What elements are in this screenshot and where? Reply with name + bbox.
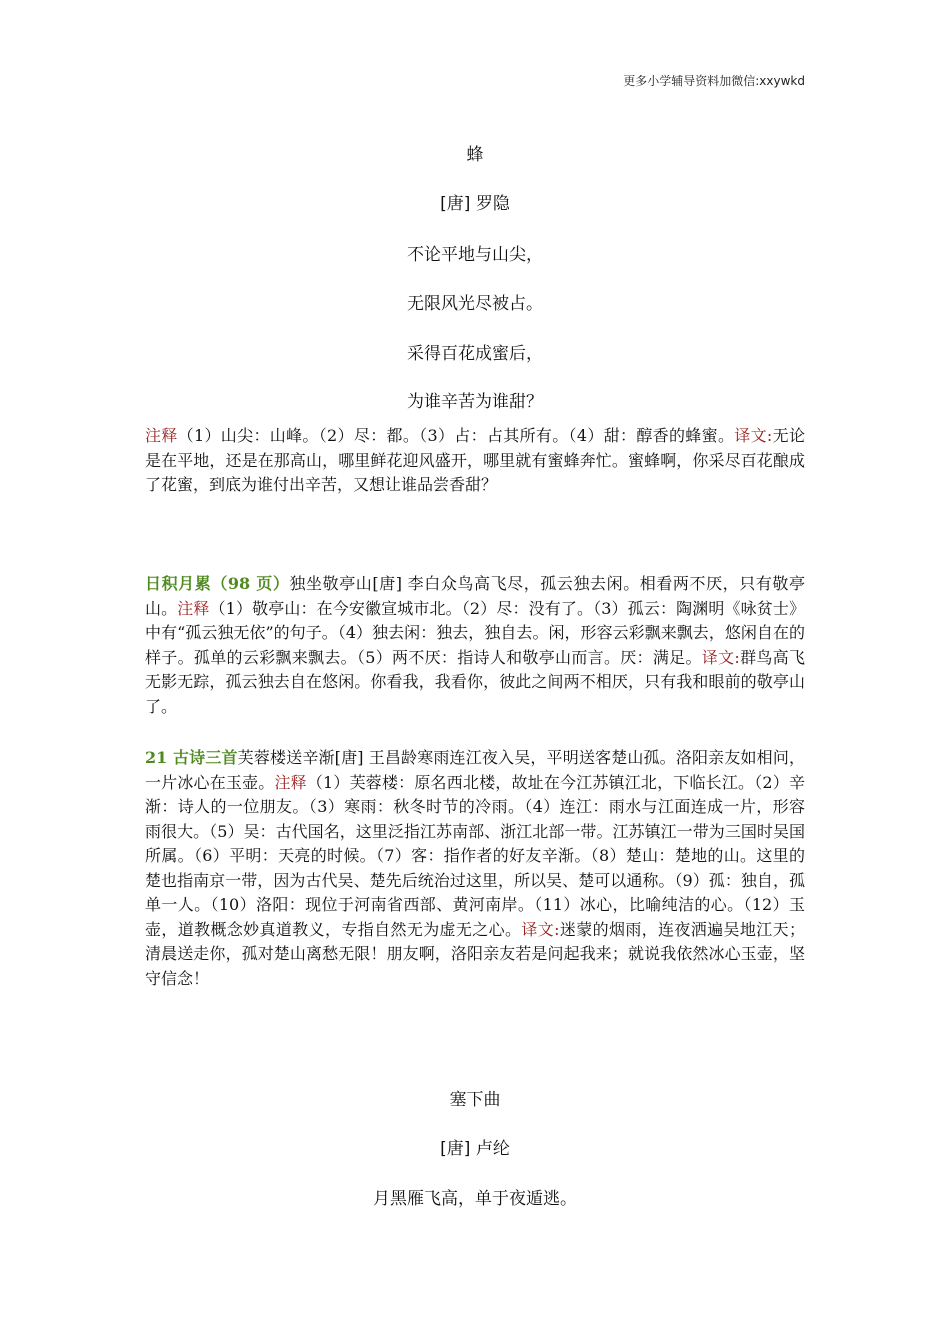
poem-line-1: 不论平地与山尖， [407,245,543,265]
poem2-author: [唐] 卢纶 [440,1139,510,1159]
poem2-title: 塞下曲 [449,1090,501,1110]
note-text: （1）敬亭山：在今安徽宣城市北。（2）尽：没有了。（3）孤云：陶渊明《咏贫士》中有“孤云独无依”的句子。（4）独去闲：独去，独自去。闲，形容云彩飘来飘去，悠闲自在的样子。孤单的云彩飘来飘去。（5）两不厌：指诗人和敬亭山而言。厌：满足。 [145,598,805,667]
note-label: 注释 [177,598,210,618]
note-text: （1）芙蓉楼：原名西北楼，故址在今江苏镇江北，下临长江。（2）辛渐：诗人的一位朋友。（3）寒雨：秋冬时节的冷雨。（4）连江：雨水与江面连成一片，形容雨很大。（5）吴：古代国名，这里泛指江苏南部、浙江北部一带。江苏镇江一带为三国时吴国所属。（6）平明：天亮的时候。（7）客：指作者的好友辛渐。（8）楚山：楚地的山。这里的楚也指南京一带，因为古代吴、楚先后统治过这里，所以吴、楚可以通称。（9）孤：独自，孤单一人。（10）洛阳：现位于河南省西部、黄河南岸。（11）冰心，比喻纯洁的心。（12）玉壶，道教概念妙真道教义，专指自然无为虚无之心。 [145,772,805,939]
section-heading: 21 古诗三首 [145,748,238,767]
translation-label: 译文: [734,426,773,445]
poem-author: [唐] 罗隐 [440,194,510,214]
poem-text: 芙蓉楼送辛渐[唐] 王昌龄寒雨连江夜入吴，平明送客楚山孤。洛阳亲友如相问，一片冰心在玉壶。 [145,748,805,792]
section-heading: 日积月累（98 页） [145,574,290,593]
notes-paragraph [145,424,805,498]
translation-text: 迷蒙的烟雨，连夜洒遍吴地江天；清晨送走你，孤对楚山离愁无限！朋友啊，洛阳亲友若是问起我来；就说我依然冰心玉壶，坚守信念！ [145,919,805,988]
poem-text: 独坐敬亭山[唐] 李白众鸟高飞尽，孤云独去闲。相看两不厌，只有敬亭山。 [145,574,805,618]
note-label: 注释 [274,772,307,792]
translation-label: 译文: [701,647,740,667]
poem-title: 蜂 [466,145,484,165]
translation-text: 无论是在平地，还是在那高山，哪里鲜花迎风盛开，哪里就有蜜蜂奔忙。蜜蜂啊，你采尽百花酿成了花蜜，到底为谁付出辛苦，又想让谁品尝香甜？ [145,426,805,494]
translation-label: 译文: [521,919,560,939]
poem-line-4: 为谁辛苦为谁甜？ [407,392,543,412]
three-poems-paragraph [145,746,805,991]
note-label: 注释 [145,426,178,445]
translation-text: 群鸟高飞无影无踪，孤云独去自在悠闲。你看我，我看你，彼此之间两不相厌，只有我和眼前的敬亭山了。 [145,647,805,716]
poem-line-2: 无限风光尽被占。 [407,294,543,314]
daily-accumulation-paragraph [145,572,805,719]
poem-line-3: 采得百花成蜜后， [407,344,543,364]
note-text: （1）山尖：山峰。（2）尽：都。（3）占：占其所有。（4）甜：醇香的蜂蜜。 [177,426,735,445]
poem2-line-1: 月黑雁飞高，单于夜遁逃。 [373,1189,577,1209]
header-note: 更多小学辅导资料加微信:xxywkd [623,74,805,88]
